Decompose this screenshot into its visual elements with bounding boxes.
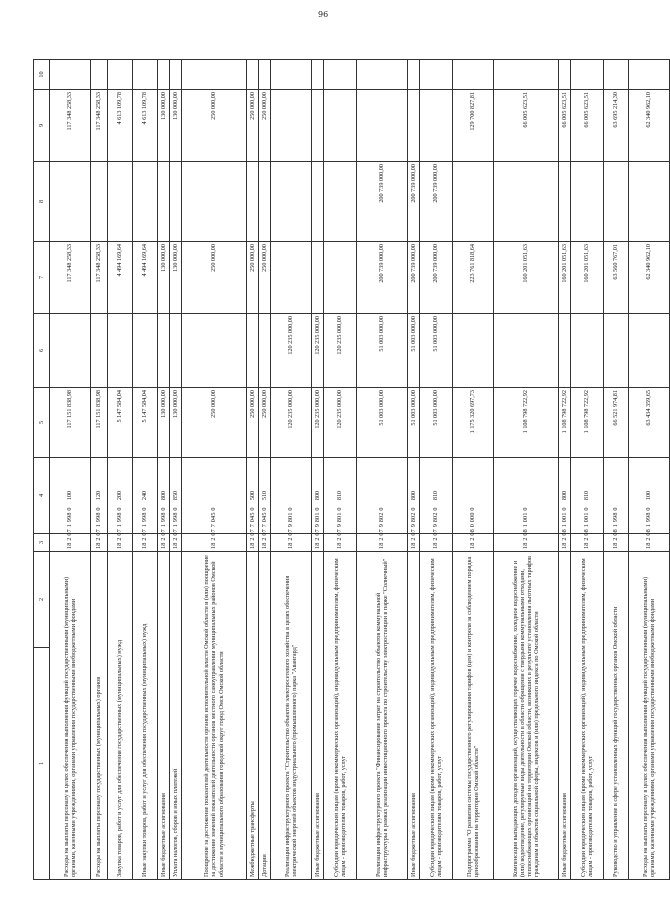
amount-col-8 — [571, 162, 604, 242]
expense-type: 120 — [91, 458, 108, 534]
amount-col-9: 117 348 258,33 — [50, 90, 91, 162]
row-name: Субсидии юридическим лицам (кроме некоммерческих организаций), индивидуальным предпринимателям, физическим лицам - производителям товаров, работ, услуг — [420, 552, 453, 880]
amount-col-9: 250 000,00 — [182, 90, 247, 162]
amount-col-8 — [604, 162, 629, 242]
amount-col-10 — [604, 60, 629, 90]
budget-code: 18 2 07 7 045 0 — [182, 534, 247, 552]
amount-col-7: 117 348 258,33 — [91, 242, 108, 314]
table-row — [324, 60, 357, 880]
amount-col-8 — [133, 162, 158, 242]
column-number: 8 — [34, 162, 50, 242]
amount-col-8: 200 739 000,00 — [420, 162, 453, 242]
amount-col-6 — [133, 314, 158, 388]
amount-col-10 — [158, 60, 170, 90]
amount-col-8 — [50, 162, 91, 242]
amount-col-10 — [247, 60, 259, 90]
row-name: Реализация инфраструктурного проекта "Строительство объектов электросетевого хозяйства в целях обеспечения электрической энергией объектов индустриального (промышленного) парка "Авангард" — [271, 552, 312, 880]
budget-code: 18 2 07 7 045 0 — [259, 534, 271, 552]
amount-col-6 — [247, 314, 259, 388]
expense-type: 510 — [259, 458, 271, 534]
budget-code: 18 2 08 1 001 0 — [494, 534, 559, 552]
amount-col-5: 51 003 000,00 — [357, 388, 408, 458]
amount-col-8 — [453, 162, 494, 242]
amount-col-6 — [453, 314, 494, 388]
amount-col-5: 120 235 000,00 — [324, 388, 357, 458]
expense-type: 850 — [170, 458, 182, 534]
amount-col-9: 62 340 962,10 — [629, 90, 670, 162]
amount-col-6 — [629, 314, 670, 388]
column-number-row — [34, 60, 50, 880]
amount-col-9 — [357, 90, 408, 162]
amount-col-8 — [324, 162, 357, 242]
expense-type: 200 — [108, 458, 133, 534]
table-row — [259, 60, 271, 880]
amount-col-5: 5 147 584,04 — [108, 388, 133, 458]
amount-col-10 — [420, 60, 453, 90]
table-row — [408, 60, 420, 880]
row-name: Иные бюджетные ассигнования — [158, 552, 170, 880]
table-row — [312, 60, 324, 880]
amount-col-5: 130 000,00 — [170, 388, 182, 458]
amount-col-7: 160 201 051,63 — [494, 242, 559, 314]
budget-code: 18 2 07 9 801 0 — [324, 534, 357, 552]
budget-code: 18 2 07 9 802 0 — [420, 534, 453, 552]
amount-col-6 — [604, 314, 629, 388]
row-name: Подпрограмма "О развитии системы государственного регулирования тарифов (цен) и контроля за соблюдением порядка ценообразования на территории Омской области" — [453, 552, 494, 880]
amount-col-6: 120 235 000,00 — [271, 314, 312, 388]
amount-col-7 — [312, 242, 324, 314]
amount-col-6: 51 003 000,00 — [420, 314, 453, 388]
amount-col-9: 66 005 623,51 — [559, 90, 571, 162]
amount-col-10 — [50, 60, 91, 90]
amount-col-7: 200 739 000,00 — [420, 242, 453, 314]
table-row — [357, 60, 408, 880]
row-name: Компенсация выпадающих доходов организаций, осуществляющих горячее водоснабжение, холодное водоснабжение и (или) водоотведение, регулируемые виды деятельности в области обращения с твердыми коммунальными отходами, теплоснабжающих организаций на территории Омской области, возникших в результате установления льготных тарифов гражданам и объектов социальной сферы, индексов и (или) предельного индекса по Омской области — [494, 552, 559, 880]
amount-col-9 — [271, 90, 312, 162]
amount-col-5: 63 434 359,65 — [629, 388, 670, 458]
amount-col-8 — [559, 162, 571, 242]
amount-col-8 — [247, 162, 259, 242]
amount-col-6 — [571, 314, 604, 388]
column-number: 2 — [34, 552, 50, 648]
amount-col-6 — [259, 314, 271, 388]
table-row — [494, 60, 559, 880]
amount-col-5: 66 521 974,81 — [604, 388, 629, 458]
amount-col-10 — [133, 60, 158, 90]
amount-col-6: 51 003 000,00 — [408, 314, 420, 388]
amount-col-5: 5 147 584,04 — [133, 388, 158, 458]
amount-col-10 — [357, 60, 408, 90]
budget-code: 18 2 07 9 802 0 — [408, 534, 420, 552]
row-name: Реализация инфраструктурного проекта "Финансирование затрат на строительство объектов коммунальной инфраструктуры в рамках реализации инвестиционного проекта по строительству электростанции в парке "Солнечный" — [357, 552, 408, 880]
budget-code: 18 2 07 9 801 0 — [312, 534, 324, 552]
amount-col-5: 1 108 798 722,92 — [571, 388, 604, 458]
amount-col-5: 51 003 000,00 — [420, 388, 453, 458]
table-body — [34, 60, 670, 880]
amount-col-5: 1 175 320 697,73 — [453, 388, 494, 458]
budget-code: 18 2 07 1 998 0 — [108, 534, 133, 552]
budget-code: 18 2 08 1 998 0 — [604, 534, 629, 552]
amount-col-8 — [182, 162, 247, 242]
row-name: Межбюджетные трансферты — [247, 552, 259, 880]
amount-col-8 — [494, 162, 559, 242]
amount-col-6 — [494, 314, 559, 388]
amount-col-9: 250 000,00 — [259, 90, 271, 162]
amount-col-5: 1 108 798 722,92 — [559, 388, 571, 458]
budget-code: 18 2 07 9 802 0 — [357, 534, 408, 552]
amount-col-6: 51 003 000,00 — [357, 314, 408, 388]
amount-col-5: 130 000,00 — [158, 388, 170, 458]
amount-col-7: 4 494 169,64 — [133, 242, 158, 314]
amount-col-9: 63 695 214,30 — [604, 90, 629, 162]
budget-code: 18 2 08 1 998 0 — [629, 534, 670, 552]
amount-col-5: 117 151 838,98 — [50, 388, 91, 458]
amount-col-10 — [182, 60, 247, 90]
amount-col-9 — [324, 90, 357, 162]
amount-col-7: 223 761 818,64 — [453, 242, 494, 314]
amount-col-5: 51 003 000,00 — [408, 388, 420, 458]
amount-col-6 — [50, 314, 91, 388]
row-name: Расходы на выплаты персоналу государственных (муниципальных) органов — [91, 552, 108, 880]
column-number: 10 — [34, 60, 50, 90]
amount-col-6 — [108, 314, 133, 388]
amount-col-8 — [91, 162, 108, 242]
page-number: 96 — [318, 10, 329, 19]
expense-type: 240 — [133, 458, 158, 534]
amount-col-8 — [629, 162, 670, 242]
amount-col-8 — [271, 162, 312, 242]
amount-col-7: 250 000,00 — [259, 242, 271, 314]
expense-type: 810 — [571, 458, 604, 534]
amount-col-10 — [91, 60, 108, 90]
column-number: 7 — [34, 242, 50, 314]
table-row — [271, 60, 312, 880]
row-name: Расходы на выплаты персоналу в целях обеспечения выполнения функций государственными (муниципальными) органами, казенными учреждениями, органами управления государственными внебюджетными фондами — [629, 552, 670, 880]
amount-col-8 — [259, 162, 271, 242]
budget-code: 18 2 07 1 998 0 — [133, 534, 158, 552]
amount-col-6 — [158, 314, 170, 388]
amount-col-5: 250 000,00 — [247, 388, 259, 458]
expense-type: 800 — [158, 458, 170, 534]
amount-col-8: 200 739 000,00 — [357, 162, 408, 242]
table-row — [182, 60, 247, 880]
amount-col-10 — [494, 60, 559, 90]
amount-col-9: 66 005 623,51 — [571, 90, 604, 162]
column-number: 6 — [34, 314, 50, 388]
amount-col-9: 4 613 109,78 — [133, 90, 158, 162]
amount-col-7 — [324, 242, 357, 314]
table-row — [453, 60, 494, 880]
amount-col-7: 117 348 258,33 — [50, 242, 91, 314]
table-row — [170, 60, 182, 880]
amount-col-10 — [629, 60, 670, 90]
amount-col-6 — [91, 314, 108, 388]
amount-col-6: 120 235 000,00 — [312, 314, 324, 388]
table-row — [247, 60, 259, 880]
table-row — [91, 60, 108, 880]
amount-col-10 — [259, 60, 271, 90]
table-row — [629, 60, 670, 880]
row-name: Иные бюджетные ассигнования — [312, 552, 324, 880]
amount-col-7: 250 000,00 — [247, 242, 259, 314]
budget-code: 18 2 07 1 998 0 — [158, 534, 170, 552]
amount-col-5: 117 151 838,98 — [91, 388, 108, 458]
amount-col-7: 62 340 962,10 — [629, 242, 670, 314]
expense-type: 810 — [324, 458, 357, 534]
expense-type: 810 — [420, 458, 453, 534]
row-name: Субсидии юридическим лицам (кроме некоммерческих организаций), индивидуальным предпринимателям, физическим лицам - производителям товаров, работ, услуг — [324, 552, 357, 880]
amount-col-9: 130 000,00 — [158, 90, 170, 162]
amount-col-5: 120 235 000,00 — [312, 388, 324, 458]
column-number: 4 — [34, 458, 50, 534]
amount-col-7: 200 739 000,00 — [357, 242, 408, 314]
amount-col-6 — [182, 314, 247, 388]
amount-col-9: 250 000,00 — [247, 90, 259, 162]
expense-type: 800 — [312, 458, 324, 534]
row-name: Закупка товаров, работ и услуг для обеспечения государственных (муниципальных) нужд — [108, 552, 133, 880]
amount-col-10 — [408, 60, 420, 90]
rotated-page — [33, 60, 656, 880]
budget-table — [33, 59, 670, 880]
expense-type: 800 — [408, 458, 420, 534]
amount-col-10 — [559, 60, 571, 90]
row-name: Иные бюджетные ассигнования — [559, 552, 571, 880]
amount-col-10 — [108, 60, 133, 90]
amount-col-5: 1 108 798 722,92 — [494, 388, 559, 458]
budget-code: 18 2 07 1 998 0 — [50, 534, 91, 552]
amount-col-9 — [408, 90, 420, 162]
row-name: Субсидии юридическим лицам (кроме некоммерческих организаций), индивидуальным предпринимателям, физическим лицам - производителям товаров, работ, услуг — [571, 552, 604, 880]
table-row — [571, 60, 604, 880]
row-name: Иные закупки товаров, работ и услуг для обеспечения государственных (муниципальных) нужд — [133, 552, 158, 880]
row-name: Руководство и управление в сфере установленных функций государственных органов Омской области — [604, 552, 629, 880]
amount-col-9 — [420, 90, 453, 162]
row-name: Уплата налогов, сборов и иных платежей — [170, 552, 182, 880]
amount-col-10 — [271, 60, 312, 90]
amount-col-5: 250 000,00 — [259, 388, 271, 458]
expense-type: 500 — [247, 458, 259, 534]
table-row — [158, 60, 170, 880]
amount-col-7: 160 201 051,63 — [571, 242, 604, 314]
budget-code: 18 2 08 0 000 0 — [453, 534, 494, 552]
amount-col-9: 4 613 109,78 — [108, 90, 133, 162]
amount-col-9: 130 000,00 — [170, 90, 182, 162]
amount-col-9: 129 700 827,81 — [453, 90, 494, 162]
amount-col-5: 250 000,00 — [182, 388, 247, 458]
table-row — [108, 60, 133, 880]
amount-col-8 — [158, 162, 170, 242]
row-name: Иные бюджетные ассигнования — [408, 552, 420, 880]
column-number: 3 — [34, 534, 50, 552]
amount-col-7: 130 000,00 — [170, 242, 182, 314]
amount-col-9 — [312, 90, 324, 162]
table-row — [420, 60, 453, 880]
table-row — [133, 60, 158, 880]
amount-col-8 — [170, 162, 182, 242]
expense-type: 100 — [50, 458, 91, 534]
budget-code: 18 2 07 1 998 0 — [91, 534, 108, 552]
amount-col-7: 63 560 767,01 — [604, 242, 629, 314]
amount-col-7: 4 494 169,64 — [108, 242, 133, 314]
amount-col-10 — [312, 60, 324, 90]
amount-col-7: 160 201 051,63 — [559, 242, 571, 314]
amount-col-6 — [170, 314, 182, 388]
column-number: 9 — [34, 90, 50, 162]
amount-col-10 — [453, 60, 494, 90]
table-row — [559, 60, 571, 880]
amount-col-5: 120 235 000,00 — [271, 388, 312, 458]
table-row — [50, 60, 91, 880]
budget-code: 18 2 07 1 998 0 — [170, 534, 182, 552]
amount-col-8 — [108, 162, 133, 242]
amount-col-7: 250 000,00 — [182, 242, 247, 314]
amount-col-7 — [271, 242, 312, 314]
budget-code: 18 2 08 1 001 0 — [559, 534, 571, 552]
amount-col-10 — [324, 60, 357, 90]
amount-col-7: 130 000,00 — [158, 242, 170, 314]
budget-code: 18 2 08 1 001 0 — [571, 534, 604, 552]
amount-col-8 — [312, 162, 324, 242]
amount-col-6: 120 235 000,00 — [324, 314, 357, 388]
amount-col-8: 200 739 000,00 — [408, 162, 420, 242]
column-number: 5 — [34, 388, 50, 458]
amount-col-10 — [571, 60, 604, 90]
budget-code: 18 2 07 7 045 0 — [247, 534, 259, 552]
budget-code: 18 2 07 9 801 0 — [271, 534, 312, 552]
row-name: Дотации — [259, 552, 271, 880]
amount-col-7: 200 739 000,00 — [408, 242, 420, 314]
amount-col-9: 117 348 258,33 — [91, 90, 108, 162]
amount-col-9: 66 005 623,51 — [494, 90, 559, 162]
expense-type: 100 — [629, 458, 670, 534]
amount-col-10 — [170, 60, 182, 90]
row-name: Расходы на выплаты персоналу в целях обеспечения выполнения функций государственными (муниципальными) органами, казенными учреждениями, органами управления государственными внебюджетными фондами — [50, 552, 91, 880]
table-row — [604, 60, 629, 880]
amount-col-6 — [559, 314, 571, 388]
expense-type: 800 — [559, 458, 571, 534]
column-number: 1 — [34, 648, 50, 880]
row-name: Поощрение за достижение показателей деятельности органов исполнительной власти Омской области и (или) поощрение за достижение значений показателей деятельности органов местного самоуправления муниципальных районов Омской области и муниципального образования городской округ город Омск Омской области — [182, 552, 247, 880]
